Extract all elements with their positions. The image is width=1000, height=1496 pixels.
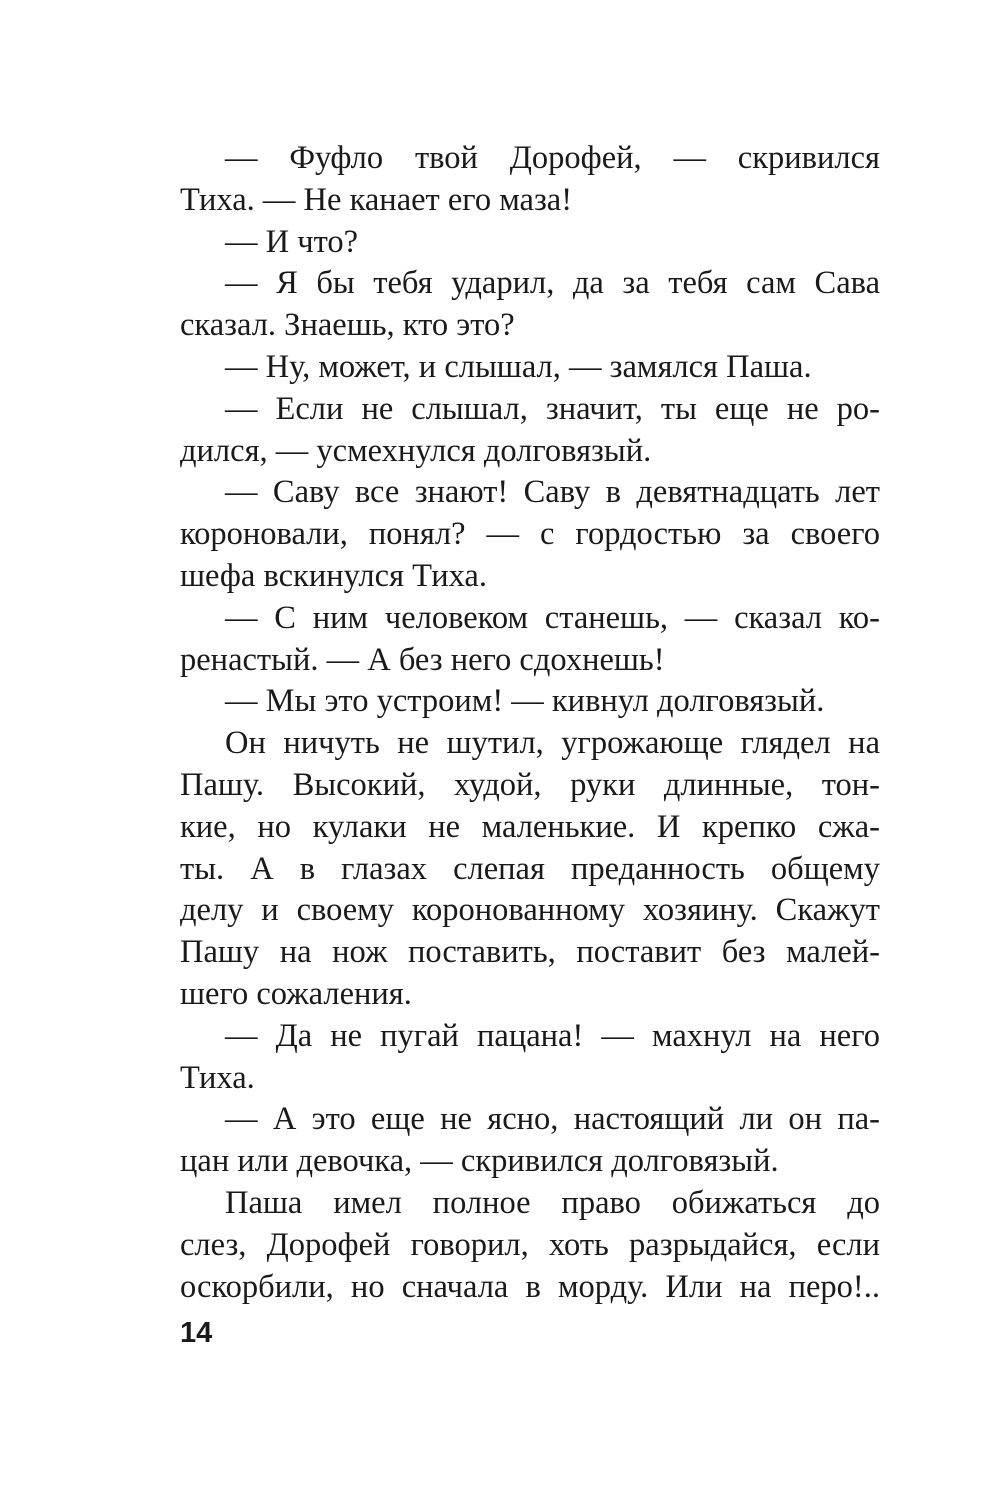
- text-line: — Саву все знают! Саву в девятнадцать лет: [225, 474, 880, 511]
- text-line: оскорбили, но сначала в морду. Или на перо!..: [180, 1268, 880, 1305]
- text-line: делу и своему коронованному хозяину. Скажут: [180, 892, 880, 929]
- text-line: — Мы это устроим! — кивнул долговязый.: [225, 683, 825, 720]
- text-line: — И что?: [225, 223, 359, 260]
- text-line: шего сожаления.: [180, 975, 412, 1012]
- text-line: цан или девочка, — скривился долговязый.: [180, 1143, 779, 1180]
- text-line: Тиха. — Не канает его маза!: [180, 181, 573, 218]
- text-line: — А это еще не ясно, настоящий ли он па-: [225, 1101, 880, 1138]
- text-line: — Если не слышал, значит, ты еще не ро-: [225, 390, 880, 427]
- body-text: [180, 138, 880, 1308]
- text-line: шефа вскинулся Тиха.: [180, 557, 487, 594]
- text-line: — Фуфло твой Дорофей, — скривился: [225, 140, 880, 176]
- text-line: ренастый. — А без него сдохнешь!: [180, 641, 665, 678]
- text-line: кие, но кулаки не маленькие. И крепко сжа-: [180, 808, 880, 845]
- text-line: — Ну, может, и слышал, — замялся Паша.: [225, 348, 812, 385]
- text-line: ты. А в глазах слепая преданность общему: [180, 850, 880, 887]
- text-line: — Да не пугай пацана! — махнул на него: [225, 1017, 880, 1054]
- text-line: короновали, понял? — с гордостью за своего: [180, 516, 880, 553]
- text-line: Он ничуть не шутил, угрожающе глядел на: [225, 725, 880, 762]
- text-line: — Я бы тебя ударил, да за тебя сам Сава: [225, 265, 880, 302]
- text-line: Пашу на нож поставить, поставит без малей-: [180, 934, 880, 971]
- text-line: Тиха.: [180, 1059, 255, 1096]
- text-line: дился, — усмехнулся долговязый.: [180, 432, 652, 469]
- text-line: Пашу. Высокий, худой, руки длинные, тон-: [180, 766, 880, 803]
- page-number: 14: [180, 1317, 213, 1349]
- text-line: сказал. Знаешь, кто это?: [180, 307, 515, 344]
- text-line: слез, Дорофей говорил, хоть разрыдайся, если: [180, 1226, 880, 1263]
- text-line: — С ним человеком станешь, — сказал ко-: [225, 599, 880, 636]
- text-line: Паша имел полное право обижаться до: [225, 1184, 880, 1221]
